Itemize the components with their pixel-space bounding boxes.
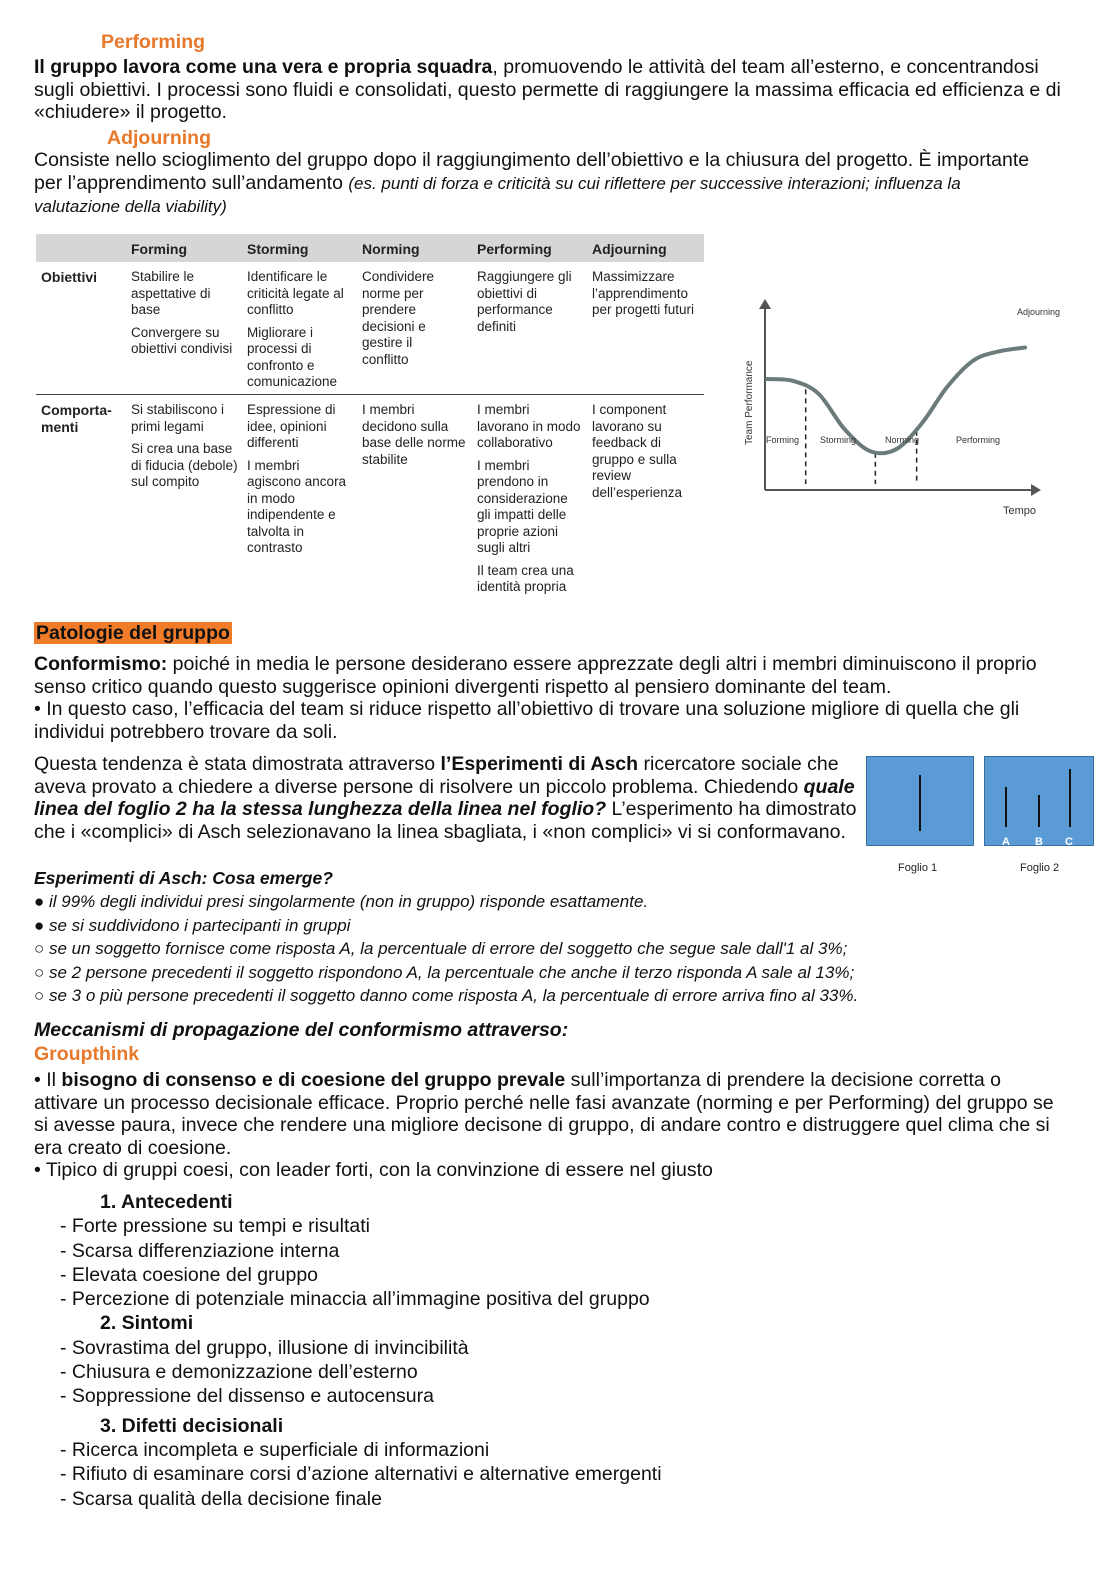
groupthink-pre: • Il [34, 1069, 62, 1091]
y-axis-label: Team Performance [744, 360, 755, 445]
table-cell-text: Si stabiliscono i primi legami [131, 402, 225, 434]
patologie-title-text: Patologie del gruppo [36, 622, 230, 644]
list-item: - Scarsa differenziazione interna [60, 1239, 340, 1262]
adjourning-heading: Adjourning [107, 127, 211, 149]
list-item: - Elevata coesione del gruppo [60, 1263, 319, 1286]
list-item: - Forte pressione su tempi e risultati [60, 1215, 370, 1238]
asch-option-b: B [1035, 836, 1043, 848]
phase-label-forming: Forming [766, 435, 800, 445]
asch-line-c [1069, 769, 1071, 827]
asch-paragraph [34, 753, 859, 843]
table-cell-text: Massimizzare l’apprendimento per progetti futuri [592, 269, 695, 317]
asch-text-1: Questa tendenza è stata dimostrata attraverso [34, 753, 441, 775]
table-divider [36, 394, 704, 395]
list-item: ○ se 3 o più persone precedenti il soggetto danno come risposta A, la percentuale di errore arriva fino al 33%. [34, 986, 859, 1005]
asch-line-a [1005, 787, 1007, 827]
list-item: - Chiusura e demonizzazione dell’esterno [60, 1361, 418, 1384]
table-cell [131, 402, 241, 497]
table-cell-text: I membri agiscono ancora in modo indipendente e talvolta in contrasto [247, 457, 347, 555]
table-cell [362, 269, 462, 374]
table-cell [592, 269, 702, 325]
adjourning-paragraph [34, 149, 1034, 219]
section-title-sintomi: 2. Sintomi [100, 1312, 194, 1335]
table-cell [362, 402, 472, 474]
table-header-performing: Performing [477, 241, 552, 257]
groupthink-paragraph-1 [34, 1069, 1064, 1159]
table-cell-text: Espressione di idee, opinioni differenti [247, 402, 336, 450]
asch-question: quale linea del foglio 2 ha la stessa lunghezza della linea nel foglio? [34, 775, 855, 820]
table-cell [592, 402, 700, 507]
list-item: - Scarsa qualità della decisione finale [60, 1487, 382, 1510]
groupthink-post: sull’importanza di prendere la decisione corretta o attivare un processo decisionale efficace. Proprio perché nelle fasi avanzate (norming e per Performing) del gruppo se si avesse paura, invece che rendere una migliore decisone di gruppo, di andare contro e distruggere quel clima che si era creato di coesione. [34, 1069, 1054, 1159]
table-cell-text: I component lavorano su feedback di gruppo e sulla review dell’esperienza [592, 402, 683, 500]
adjourning-italic: (es. punti di forza e criticità su cui riflettere per successive interazioni; influenza la valutazione della viability) [34, 173, 961, 216]
table-cell [477, 269, 587, 341]
table-header-adjourning: Adjourning [592, 241, 667, 257]
adjourning-text: Consiste nello scioglimento del gruppo dopo il raggiungimento dell’obiettivo e la chiusura del progetto. È importante per l’apprendimento sull’andamento [34, 149, 1030, 194]
list-item: - Ricerca incompleta e superficiale di informazioni [60, 1438, 490, 1461]
list-item: - Rifiuto di esaminare corsi d’azione alternativi e alternative emergenti [60, 1463, 662, 1486]
table-cell-text: I membri lavorano in modo collaborativo [477, 402, 581, 450]
list-item: ○ se un soggetto fornisce come risposta A, la percentuale di errore del soggetto che segue sale dall'1 al 3%; [34, 939, 848, 958]
list-item: ● il 99% degli individui presi singolarmente (non in gruppo) risponde esattamente. [34, 892, 649, 911]
list-item: - Percezione di potenziale minaccia all’immagine positiva del gruppo [60, 1288, 650, 1311]
asch-caption-sheet-1: Foglio 1 [898, 862, 938, 874]
table-row-label-obiettivi: Obiettivi [41, 269, 98, 285]
section-title-antecedenti: 1. Antecedenti [100, 1191, 233, 1213]
asch-text-2: ricercatore sociale che aveva provato a chiedere a diverse persone di risolvere un piccolo problema. Chiedendo [34, 753, 839, 798]
conformismo-paragraph [34, 653, 1074, 698]
table-cell-text: Convergere su obiettivi condivisi [131, 324, 233, 356]
table-cell [247, 402, 357, 563]
table-cell-text: Raggiungere gli obiettivi di performance definiti [477, 269, 572, 334]
asch-line-b [1038, 795, 1040, 827]
x-axis-label: Tempo [1003, 505, 1037, 517]
list-item: - Sovrastima del gruppo, illusione di invincibilità [60, 1336, 469, 1359]
team-performance-chart [735, 295, 1070, 525]
list-item: ○ se 2 persone precedenti il soggetto rispondono A, la percentuale che anche il terzo risponda A sale al 13%; [34, 962, 855, 982]
phase-label-norming: Norming [885, 435, 920, 445]
table-cell [131, 269, 239, 364]
table-header-storming: Storming [247, 241, 309, 257]
table-cell-text: Stabilire le aspettative di base [131, 269, 211, 317]
performing-heading: Performing [101, 31, 206, 53]
table-cell-text: I membri prendono in considerazione gli impatti delle proprie azioni sugli altri [477, 457, 568, 555]
groupthink-sections [34, 1190, 1084, 1511]
table-cell-text: Condividere norme per prendere decisioni e gestire il conflitto [362, 269, 435, 367]
table-cell [477, 402, 585, 602]
stage-table [36, 234, 704, 594]
conformismo-label: Conformismo: [34, 653, 168, 675]
asch-caption-sheet-2: Foglio 2 [1020, 862, 1060, 874]
phase-label-storming: Storming [820, 435, 857, 445]
table-row-label-comportamenti: Comporta-menti [41, 402, 112, 435]
groupthink-heading: Groupthink [34, 1043, 140, 1065]
performing-bold-lead: Il gruppo lavora come una vera e propria squadra [34, 56, 493, 78]
asch-emerge-title: Esperimenti di Asch: Cosa emerge? [34, 868, 333, 888]
performing-paragraph [34, 56, 1084, 124]
adjourning-label: Adjourning [1017, 307, 1061, 317]
list-item: ● se si suddividono i partecipanti in gruppi [34, 915, 351, 935]
patologie-title [34, 622, 232, 645]
table-cell-text: Migliorare i processi di confronto e comunicazione [247, 324, 338, 389]
asch-sheet-2 [984, 756, 1094, 846]
x-axis-arrow-icon [1031, 484, 1041, 496]
asch-reference-line [919, 775, 921, 831]
table-cell-text: Identificare le criticità legate al conflitto [247, 269, 344, 317]
groupthink-paragraph-2: • Tipico di gruppi coesi, con leader forti, con la convinzione di essere nel giusto [34, 1159, 713, 1181]
asch-points-list [34, 890, 1094, 1008]
section-title-difetti: 3. Difetti decisionali [100, 1414, 284, 1437]
table-header-norming: Norming [362, 241, 420, 257]
performing-text: , promuovendo le attività del team all’esterno, e concentrandosi sugli obiettivi. I processi sono fluidi e consolidati, questo permette di raggiungere la massima efficacia ed efficienza e di «chiudere» il progetto. [34, 56, 1061, 123]
y-axis-arrow-icon [759, 299, 771, 309]
asch-option-a: A [1002, 836, 1010, 848]
list-item: - Soppressione del dissenso e autocensura [60, 1385, 434, 1408]
conformismo-bullet: • In questo caso, l’efficacia del team si riduce rispetto all’obiettivo di trovare una soluzione migliore di quella che gli individui potrebbero trovare da soli. [34, 698, 1020, 743]
stage-table-header [36, 234, 704, 262]
table-cell-text: Si crea una base di fiducia (debole) sul compito [131, 441, 238, 489]
asch-bold: l’Esperimenti di Asch [440, 753, 639, 775]
table-cell-text: I membri decidono sulla base delle norme stabilite [362, 402, 466, 467]
table-header-forming: Forming [131, 241, 187, 257]
meccanismi-title: Meccanismi di propagazione del conformismo attraverso: [34, 1019, 569, 1041]
asch-text-3: L’esperimento ha dimostrato che i «complici» di Asch selezionavano la linea sbagliata, i «non complici» vi si conformavano. [34, 798, 857, 843]
table-cell [247, 269, 357, 397]
conformismo-text: poiché in media le persone desiderano essere apprezzate degli altri i membri diminuiscono il proprio senso critico quando questo suggerisce opinioni divergenti rispetto al pensiero dominante del team. [34, 653, 1037, 698]
phase-label-performing: Performing [956, 435, 1001, 445]
asch-sheet-1 [866, 756, 974, 846]
groupthink-bold: bisogno di consenso e di coesione del gruppo prevale [61, 1069, 566, 1091]
table-cell-text: Il team crea una identità propria [477, 562, 574, 594]
asch-option-c: C [1065, 836, 1073, 848]
